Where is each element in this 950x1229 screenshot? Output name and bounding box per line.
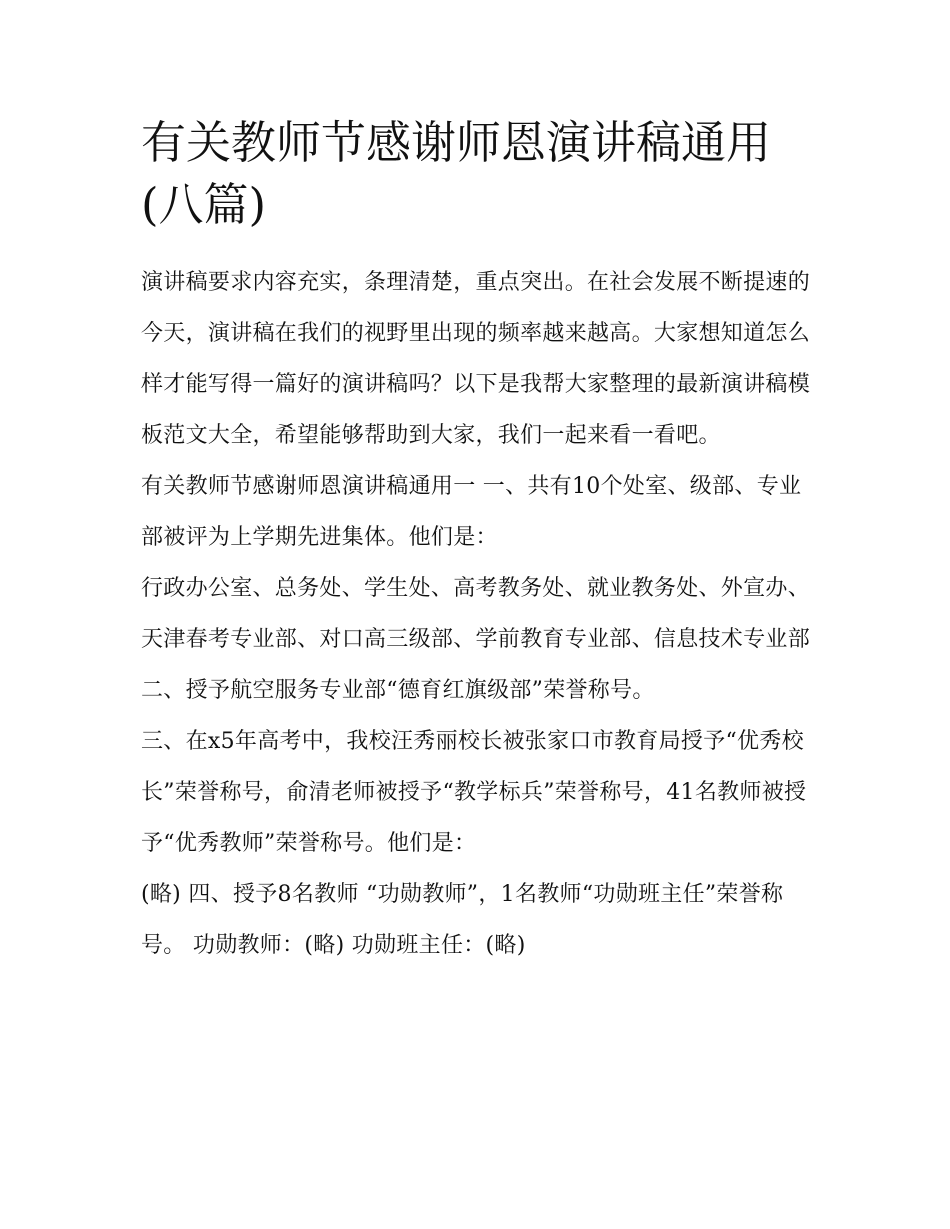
advanced-units-paragraph: 行政办公室、总务处、学生处、高考教务处、就业教务处、外宣办、天津春考专业部、对口高三级部、学前教育专业部、信息技术专业部	[141, 576, 811, 652]
intro-paragraph: 演讲稿要求内容充实，条理清楚，重点突出。在社会发展不断提速的今天，演讲稿在我们的视野里出现的频率越来越高。大家想知道怎么样才能写得一篇好的演讲稿吗？以下是我帮大家整理的最新演讲稿模板范文大全，希望能够帮助到大家，我们一起来看一看吧。	[141, 270, 811, 448]
document-title: 有关教师节感谢师恩演讲稿通用(八篇)	[141, 116, 772, 231]
section-four-paragraph: (略) 四、授予8名教师 “功勋教师”，1名教师“功勋班主任”荣誉称号。 功勋教师：(略) 功勋班主任：(略)	[141, 882, 784, 958]
section-one-paragraph: 有关教师节感谢师恩演讲稿通用一 一、共有10个处室、级部、专业部被评为上学期先进集体。他们是：	[141, 474, 802, 550]
section-two-paragraph: 二、授予航空服务专业部“德育红旗级部”荣誉称号。	[141, 678, 655, 703]
section-three-paragraph: 三、在x5年高考中，我校汪秀丽校长被张家口市教育局授予“优秀校长”荣誉称号，俞清老师被授予“教学标兵”荣誉称号，41名教师被授予“优秀教师”荣誉称号。他们是：	[141, 729, 807, 856]
document-body	[141, 112, 813, 971]
